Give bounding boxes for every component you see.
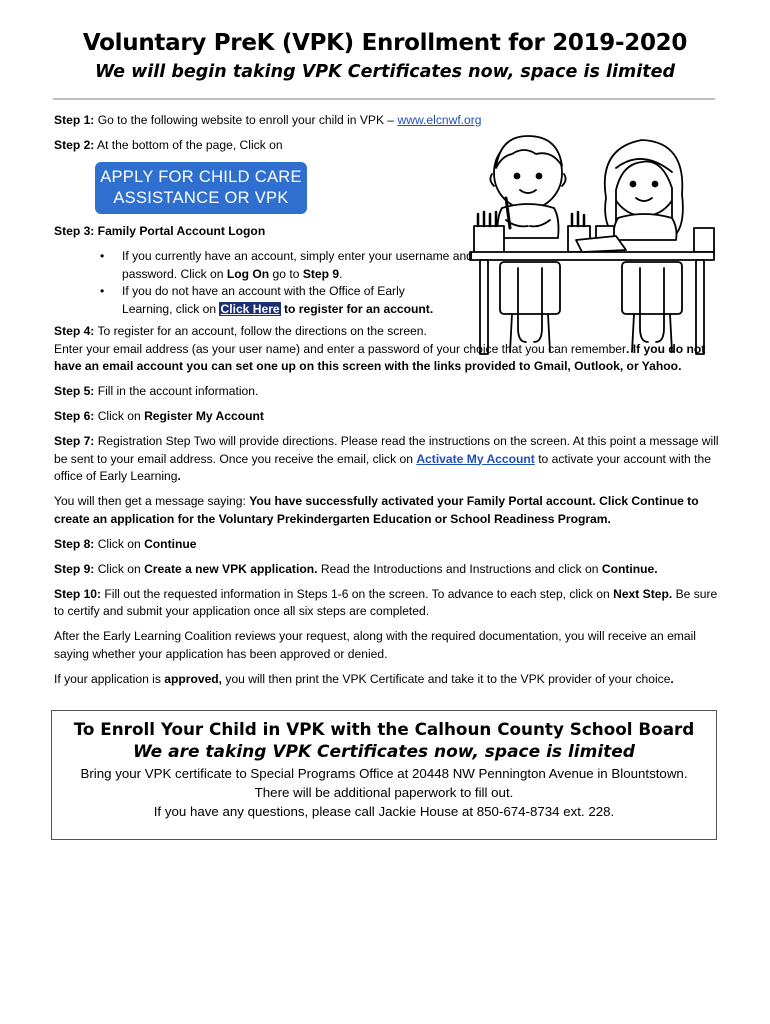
step-label: Step 8: — [54, 536, 95, 551]
next-step-text: Next Step. — [613, 586, 673, 601]
approved-end: . — [670, 671, 674, 686]
step-text: Go to the following website to enroll your child in VPK – — [94, 113, 398, 127]
step-text: Fill out the requested information in Steps 1-6 on the screen. To advance to each step, click on — [101, 586, 614, 601]
apply-child-care-vpk-button[interactable] — [95, 162, 307, 214]
approved-paragraph — [54, 671, 719, 689]
box-contact-line: If you have any questions, please call Jackie House at 850-674-8734 ext. 228. — [153, 804, 615, 819]
step-label: Step 3: Family Portal Account Logon — [54, 224, 266, 238]
step-text: Read the Introductions and Instructions and click on — [317, 561, 602, 576]
step-2 — [54, 137, 719, 155]
instructions-body — [54, 112, 719, 696]
step-label: Step 6: — [54, 409, 95, 423]
step-5 — [54, 383, 719, 401]
calhoun-enrollment-box — [51, 710, 717, 840]
step-text: Fill in the account information. — [94, 384, 259, 398]
approved-text: If your application is — [54, 671, 165, 686]
step-label: Step 2: — [54, 138, 95, 152]
step-8 — [54, 536, 719, 554]
approved-text: you will then print the VPK Certificate and take it to the VPK provider of your choice — [222, 671, 671, 686]
bullet-bold-text: to register for an account. — [280, 301, 434, 316]
step-text: Be sure to certify and submit your application once all six steps are completed. — [54, 586, 718, 618]
step-text: Click on — [94, 536, 145, 551]
box-paperwork-line: There will be additional paperwork to fill out. — [254, 785, 514, 800]
review-paragraph: After the Early Learning Coalition reviews your request, along with the required documentation, you will receive an email saying whether your application has been approved or denied. — [54, 629, 696, 661]
step-label: Step 5: — [54, 384, 95, 398]
step-9-text: Step 9 — [302, 266, 340, 281]
page-title: Voluntary PreK (VPK) Enrollment for 2019-2020 — [82, 30, 688, 56]
message-intro: You will then get a message saying: — [54, 494, 250, 508]
step-label: Step 9: — [54, 561, 95, 576]
step-4 — [54, 323, 719, 376]
step-label: Step 7: — [54, 434, 95, 448]
click-here-link[interactable]: Click Here — [220, 301, 280, 316]
bullet-text: . — [339, 266, 343, 281]
box-subtitle: We are taking VPK Certificates now, space is limited — [133, 742, 635, 762]
step-text: At the bottom of the page, Click on — [94, 138, 283, 152]
step-3 — [54, 223, 719, 241]
bullet-existing-account — [122, 248, 719, 283]
continue-text: Continue — [144, 536, 197, 551]
step-text: Click on — [94, 409, 145, 423]
step-bold-text: . If you do not have an email account you can set one up on this screen with the links provided to Gmail, Outlook, or Yahoo. — [54, 341, 706, 373]
box-title: To Enroll Your Child in VPK with the Calhoun County School Board — [73, 719, 695, 739]
step-10 — [54, 586, 719, 621]
header-divider — [53, 98, 715, 100]
step-text: Click on — [94, 561, 145, 576]
step-7 — [54, 433, 719, 486]
bullet-new-account — [122, 283, 719, 318]
bullet-text: go to — [269, 266, 303, 281]
step-label: Step 4: — [54, 324, 95, 338]
create-application-text: Create a new VPK application. — [144, 561, 318, 576]
step-3-bullets — [54, 248, 719, 318]
message-bold-text: You have successfully activated your Family Portal account. Click Continue to create an application for the Voluntary Prekindergarten Education or School Readiness Program. — [54, 494, 699, 526]
apply-button-line-1: APPLY FOR CHILD CARE — [100, 168, 302, 186]
activate-my-account-link[interactable]: Activate My Account — [416, 451, 535, 466]
elcnwf-website-link[interactable]: www.elcnwf.org — [397, 113, 482, 127]
step-label: Step 10: — [54, 586, 102, 601]
step-text: . — [177, 469, 181, 483]
bullet-text: If you do not have an account with the Office of Early Learning, click on — [122, 284, 405, 316]
step-text: Enter your email address (as your user name) and enter a password of your choice that you can remember — [54, 341, 627, 356]
step-text: to activate your account with the office of Early Learning — [54, 451, 711, 483]
continue-text: Continue. — [601, 561, 658, 576]
step-text: To register for an account, follow the directions on the screen. — [94, 324, 427, 338]
step-1 — [54, 112, 719, 130]
step-6 — [54, 408, 719, 426]
register-my-account-text: Register My Account — [144, 409, 264, 423]
activation-message — [54, 493, 719, 528]
apply-button-line-2: ASSISTANCE OR VPK — [113, 189, 289, 207]
page-subtitle: We will begin taking VPK Certificates now, space is limited — [94, 62, 676, 82]
approved-bold: approved, — [164, 671, 223, 686]
step-9 — [54, 561, 719, 579]
box-address-line: Bring your VPK certificate to Special Programs Office at 20448 NW Pennington Avenue in Blountstown. — [80, 766, 688, 781]
step-label: Step 1: — [54, 113, 95, 127]
bullet-text: If you currently have an account, simply enter your username and password. Click on — [122, 249, 473, 281]
log-on-text: Log On — [226, 266, 270, 281]
step-text: Registration Step Two will provide directions. Please read the instructions on the screen. At this point a message will be sent to your email address. Once you receive the email, click on — [54, 434, 719, 466]
